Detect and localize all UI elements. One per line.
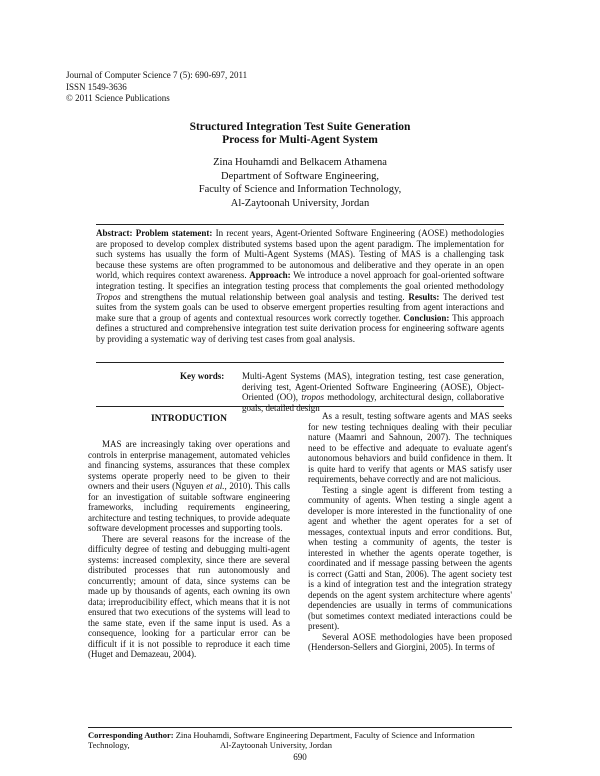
- approach-text-1: We introduce a novel approach for goal-oriented software integration testing. It specifies an integration testing process that complements the goal oriented methodology: [96, 270, 505, 291]
- intro-paragraph-3: As a result, testing software agents and MAS seeks for new testing techniques dealing with their peculiar nature (Maamri and Sahnoun, 2007). The techniques need to be effective and adequate to evaluate agent's autonomous behaviors and build confidence in them. It is quite hard to verify that agents or MAS satisfy user requirements, behave correctly and are not malicious.: [308, 411, 512, 484]
- title-line-2: Process for Multi-Agent System: [222, 134, 378, 146]
- problem-statement-text: In recent years, Agent-Oriented Software Engineering (AOSE) methodologies are proposed to develop complex distributed systems based upon the agent paradigm. The implementation for such systems has usually the form of Multi-Agent Systems (MAS). Testing of MAS is a challenging task because these systems are often programmed to be autonomous and deliberative and they operate in an open world, which requires context awareness.: [96, 228, 505, 281]
- keywords-part-1: Multi-Agent Systems (MAS), integration testing, test case generation, deriving test, Agent-Oriented Software Engineering (AOSE), Object-Oriented (OO),: [242, 371, 504, 403]
- journal-copyright: © 2011 Science Publications: [66, 93, 170, 103]
- results-text: The derived test suites from the system goals can be used to observe emergent properties resulting from agent interactions and make sure that a group of agents and contextual resources work correctly together.: [96, 291, 505, 323]
- title-line-1: Structured Integration Test Suite Generation: [189, 121, 411, 133]
- intro-paragraph-5: Several AOSE methodologies have been proposed (Henderson-Sellers and Giorgini, 2005). In terms of: [308, 631, 512, 652]
- journal-citation: Journal of Computer Science 7 (5): 690-697, 2011: [66, 70, 248, 80]
- author-names: Zina Houhamdi and Belkacem Athamena: [213, 157, 387, 168]
- journal-issn: ISSN 1549-3636: [66, 81, 127, 92]
- approach-label: Approach:: [249, 270, 291, 281]
- left-column: [88, 439, 290, 660]
- abstract-top-rule: [96, 224, 504, 225]
- corresponding-author-text: Zina Houhamdi, Software Engineering Department, Faculty of Science and Information Technology,: [88, 730, 475, 750]
- p1-text-b: , 2010). This calls for an investigation of suitable software engineering frameworks, including requirements engineering, architecture and testing techniques, to provide adequate software development processes and supporting tools.: [88, 481, 291, 533]
- approach-italic: Tropos: [96, 291, 121, 302]
- right-column: [308, 411, 512, 653]
- conclusion-label: Conclusion:: [403, 312, 450, 323]
- approach-text-2: and strengthens the mutual relationship between goal analysis and testing.: [124, 291, 405, 302]
- keywords-part-2: methodology, architectural design, collaborative goals, detailed design: [242, 392, 505, 413]
- p1-text-a: MAS are increasingly taking over operations and controls in enterprise management, automated vehicles and financing systems, assurances that these complex systems operate properly need to be given to their owners and their users (Nguyen: [88, 439, 290, 491]
- results-label: Results:: [408, 291, 440, 302]
- abstract: [96, 228, 504, 345]
- p1-italic: et al.: [206, 481, 225, 491]
- intro-paragraph-1: [88, 439, 290, 534]
- page-number: 690: [293, 752, 307, 762]
- conclusion-text: This approach defines a structured and comprehensive integration test suite derivation process for engineering software agents by providing a systematic way of deriving test cases from goal analysis.: [96, 312, 505, 344]
- corresponding-author-line-2: Al-Zaytoonah University, Jordan: [220, 740, 333, 750]
- corresponding-author-label: Corresponding Author:: [88, 730, 174, 740]
- author-university: Al-Zaytoonah University, Jordan: [230, 197, 370, 209]
- author-department: Department of Software Engineering,: [220, 170, 380, 182]
- keywords-text: [242, 371, 504, 413]
- introduction-heading: INTRODUCTION: [150, 414, 227, 424]
- journal-header: [66, 70, 247, 105]
- author-faculty: Faculty of Science and Information Technology,: [198, 184, 402, 195]
- keywords-label: Key words:: [180, 371, 225, 381]
- keywords-bottom-rule: [96, 406, 504, 407]
- intro-paragraph-2: There are several reasons for the increase of the difficulty degree of testing and debugging multi-agent systems: increased complexity, since there are several distributed processes that run autonomously and concurrently; amount of data, since systems can be made up by thousands of agents, each owning its own data; irreproducibility effect, which means that it is not ensured that two executions of the systems will lead to the same state, even if the same input is used. As a consequence, looking for a particular error can be difficult if it is not possible to reproduce it each time (Huget and Demazeau, 2004).: [88, 533, 290, 659]
- footer-rule: [88, 727, 512, 728]
- abstract-bottom-rule: [96, 362, 504, 363]
- abstract-label: Abstract:: [96, 228, 133, 238]
- intro-paragraph-4: Testing a single agent is different from testing a community of agents. When testing a single agent a developer is more interested in the functionality of one agent and whether the agent operates for a set of messages, contextual inputs and error conditions. But, when testing a community of agents, the tester is interested in whether the agents operate together, is coordinated and if message passing between the agents is correct (Gatti and Stan, 2006). The agent society test is a kind of integration test and the integration strategy depends on the agent system architecture where agents' dependencies are usually in terms of communications (but sometimes context mediated interactions could be present).: [308, 484, 512, 631]
- author-block: [0, 156, 600, 210]
- keywords-italic: tropos: [301, 392, 324, 403]
- paper-title: [0, 121, 600, 147]
- problem-statement-label: Problem statement:: [135, 228, 213, 238]
